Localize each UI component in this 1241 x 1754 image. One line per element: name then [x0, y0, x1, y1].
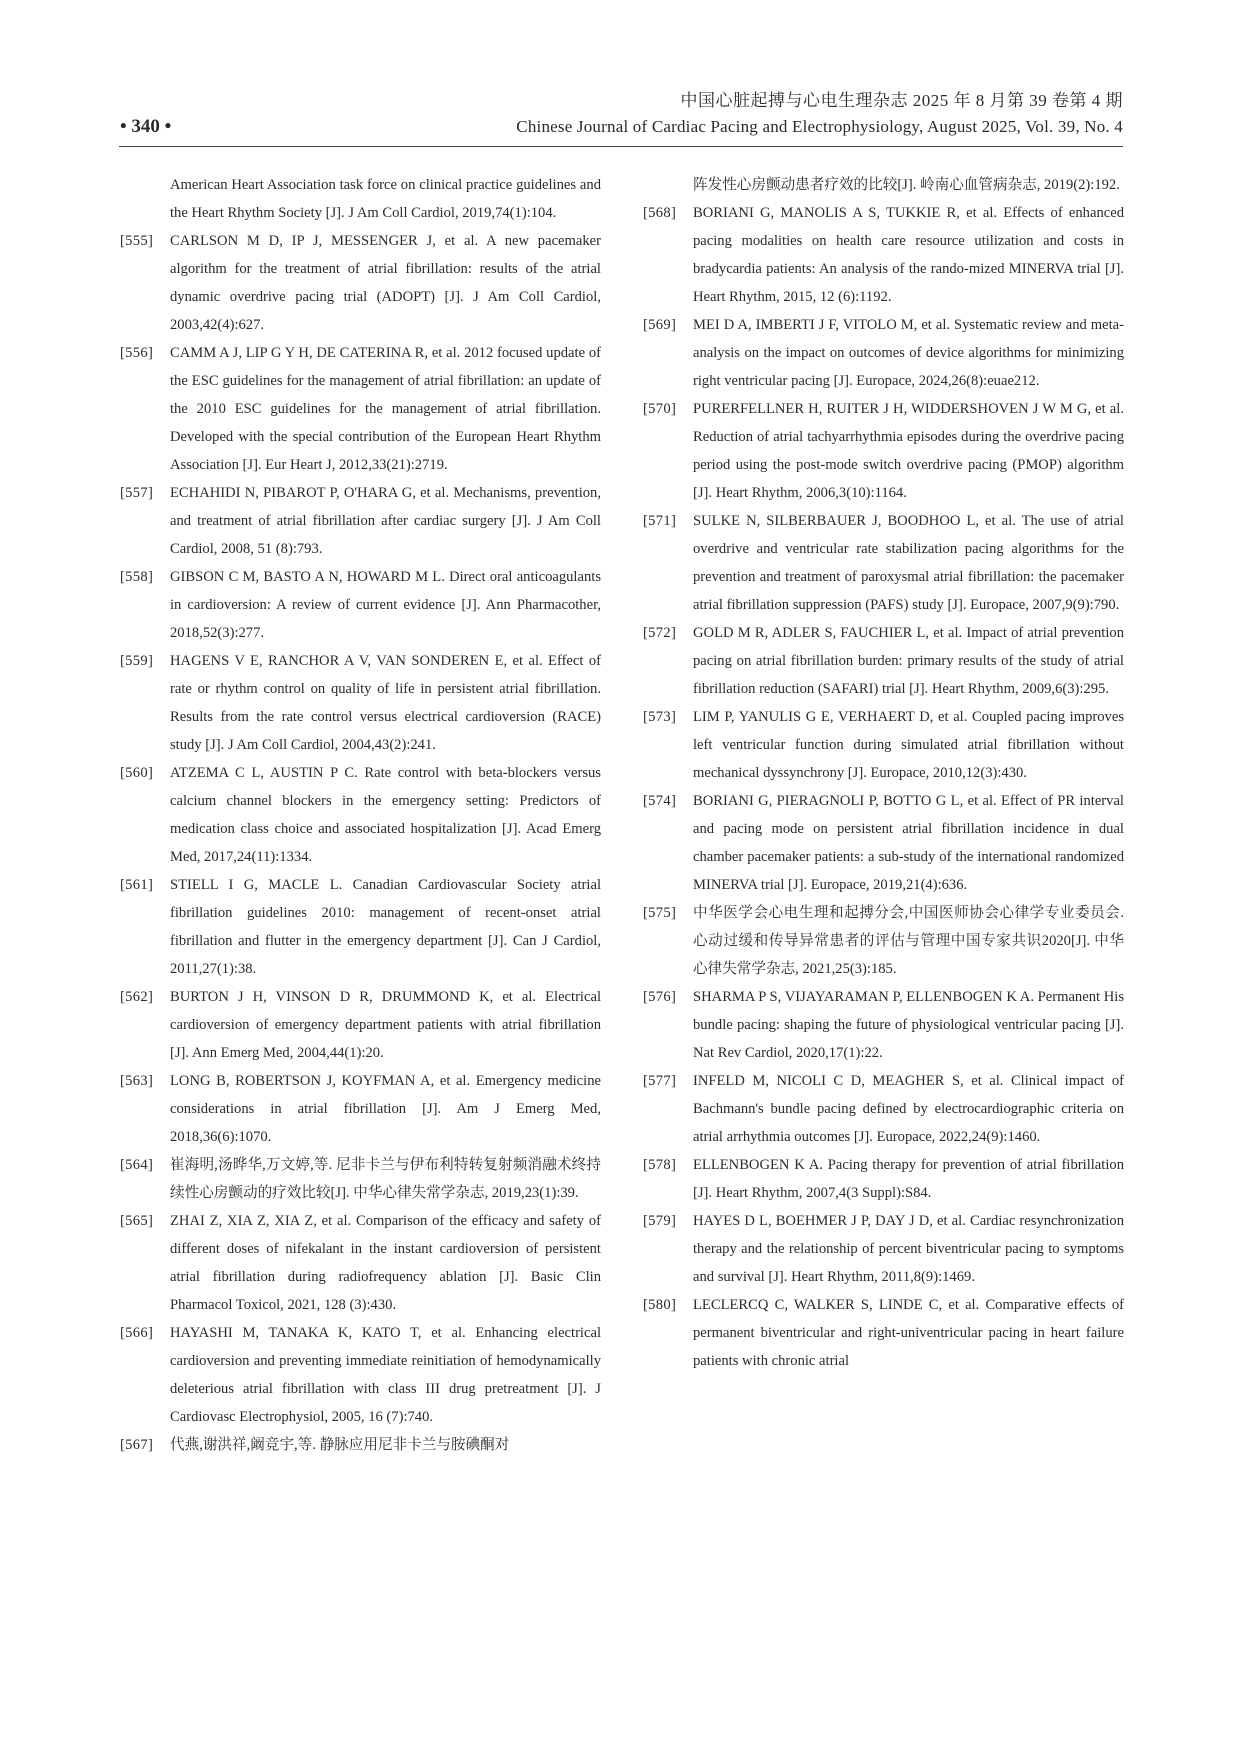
reference-entry — [643, 395, 1124, 507]
page-header — [0, 0, 1241, 150]
reference-number: [570] — [643, 401, 677, 417]
reference-number: [578] — [643, 1157, 677, 1173]
reference-number: [558] — [120, 569, 154, 585]
reference-number: [575] — [643, 905, 677, 921]
reference-number: [568] — [643, 205, 677, 221]
reference-text: CAMM A J, LIP G Y H, DE CATERINA R, et al. 2012 focused update of the ESC guidelines for the management of atrial fibrillation: an update of the 2010 ESC guidelines for the management of atrial fibrillation. Developed with the special contribution of the European Heart Rhythm Association [J]. Eur Heart J, 2012,33(21):2719. — [170, 345, 601, 473]
reference-number: [556] — [120, 345, 154, 361]
reference-text: HAYES D L, BOEHMER J P, DAY J D, et al. Cardiac resynchronization therapy and the relationship of percent biventricular pacing to symptoms and survival [J]. Heart Rhythm, 2011,8(9):1469. — [693, 1213, 1124, 1285]
reference-text: SHARMA P S, VIJAYARAMAN P, ELLENBOGEN K A. Permanent His bundle pacing: shaping the future of physiological ventricular pacing [J]. Nat Rev Cardiol, 2020,17(1):22. — [693, 989, 1124, 1061]
reference-entry — [643, 1291, 1124, 1375]
reference-text: ATZEMA C L, AUSTIN P C. Rate control with beta-blockers versus calcium channel blockers in the emergency setting: Predictors of medication class choice and associated hospitalization [J]. Acad Emerg Med, 2017,24(11):1334. — [170, 765, 601, 865]
reference-entry — [120, 479, 601, 563]
reference-number: [571] — [643, 513, 677, 529]
reference-text: MEI D A, IMBERTI J F, VITOLO M, et al. Systematic review and meta-analysis on the impact on outcomes of device algorithms for minimizing right ventricular pacing [J]. Europace, 2024,26(8):euae212. — [693, 317, 1124, 389]
reference-entry — [643, 507, 1124, 619]
reference-number: [559] — [120, 653, 154, 669]
reference-entry — [120, 1319, 601, 1431]
reference-text: HAGENS V E, RANCHOR A V, VAN SONDEREN E, et al. Effect of rate or rhythm control on quality of life in persistent atrial fibrillation. Results from the rate control versus electrical cardioversion (RACE) study [J]. J Am Coll Cardiol, 2004,43(2):241. — [170, 653, 601, 753]
reference-text: BORIANI G, MANOLIS A S, TUKKIE R, et al. Effects of enhanced pacing modalities on health care resource utilization and costs in bradycardia patients: An analysis of the rando-mized MINERVA trial [J]. Heart Rhythm, 2015, 12 (6):1192. — [693, 205, 1124, 305]
reference-entry — [120, 227, 601, 339]
reference-entry — [120, 759, 601, 871]
reference-entry — [120, 563, 601, 647]
reference-entry — [120, 171, 601, 227]
reference-text: BORIANI G, PIERAGNOLI P, BOTTO G L, et al. Effect of PR interval and pacing mode on persistent atrial fibrillation incidence in dual chamber pacemaker patients: a sub-study of the international randomized MINERVA trial [J]. Europace, 2019,21(4):636. — [693, 793, 1124, 893]
references-left-column — [120, 171, 601, 1459]
reference-number: [576] — [643, 989, 677, 1005]
reference-text: GIBSON C M, BASTO A N, HOWARD M L. Direct oral anticoagulants in cardioversion: A review of current evidence [J]. Ann Pharmacother, 2018,52(3):277. — [170, 569, 601, 641]
reference-number: [574] — [643, 793, 677, 809]
reference-number: [555] — [120, 233, 154, 249]
header-divider — [119, 146, 1123, 147]
reference-entry — [120, 647, 601, 759]
reference-entry — [643, 311, 1124, 395]
reference-text: LIM P, YANULIS G E, VERHAERT D, et al. Coupled pacing improves left ventricular function during simulated atrial fibrillation without mechanical dyssynchrony [J]. Europace, 2010,12(3):430. — [693, 709, 1124, 781]
reference-text: ECHAHIDI N, PIBAROT P, O'HARA G, et al. Mechanisms, prevention, and treatment of atrial fibrillation after cardiac surgery [J]. J Am Coll Cardiol, 2008, 51 (8):793. — [170, 485, 601, 557]
reference-number: [566] — [120, 1325, 154, 1341]
reference-entry — [643, 619, 1124, 703]
reference-text: PURERFELLNER H, RUITER J H, WIDDERSHOVEN J W M G, et al. Reduction of atrial tachyarrhythmia episodes during the overdrive pacing period using the post-mode switch overdrive pacing (PMOP) algorithm [J]. Heart Rhythm, 2006,3(10):1164. — [693, 401, 1124, 501]
reference-number: [577] — [643, 1073, 677, 1089]
reference-number: [557] — [120, 485, 154, 501]
reference-entry — [643, 199, 1124, 311]
reference-entry — [120, 983, 601, 1067]
reference-number: [565] — [120, 1213, 154, 1229]
reference-text: GOLD M R, ADLER S, FAUCHIER L, et al. Impact of atrial prevention pacing on atrial fibrillation burden: primary results of the study of atrial fibrillation reduction (SAFARI) trial [J]. Heart Rhythm, 2009,6(3):295. — [693, 625, 1124, 697]
reference-number: [563] — [120, 1073, 154, 1089]
reference-text: 中华医学会心电生理和起搏分会,中国医师协会心律学专业委员会. 心动过缓和传导异常患者的评估与管理中国专家共识2020[J]. 中华心律失常学杂志, 2021,25(3):185. — [693, 905, 1124, 977]
reference-number: [561] — [120, 877, 154, 893]
references-right-column — [643, 171, 1124, 1375]
reference-entry — [643, 1067, 1124, 1151]
reference-number: [569] — [643, 317, 677, 333]
reference-entry — [120, 1207, 601, 1319]
reference-number: [564] — [120, 1157, 154, 1173]
journal-title-chinese: 中国心脏起搏与心电生理杂志 2025 年 8 月第 39 卷第 4 期 — [680, 91, 1123, 110]
reference-entry — [120, 1067, 601, 1151]
reference-text: LONG B, ROBERTSON J, KOYFMAN A, et al. Emergency medicine considerations in atrial fibrillation [J]. Am J Emerg Med, 2018,36(6):1070. — [170, 1073, 601, 1145]
reference-number: [579] — [643, 1213, 677, 1229]
reference-entry — [643, 787, 1124, 899]
journal-title-english: Chinese Journal of Cardiac Pacing and Electrophysiology, August 2025, Vol. 39, No. 4 — [516, 117, 1123, 136]
reference-text: BURTON J H, VINSON D R, DRUMMOND K, et al. Electrical cardioversion of emergency department patients with atrial fibrillation [J]. Ann Emerg Med, 2004,44(1):20. — [170, 989, 601, 1061]
reference-entry — [120, 871, 601, 983]
reference-entry — [643, 899, 1124, 983]
reference-text: STIELL I G, MACLE L. Canadian Cardiovascular Society atrial fibrillation guidelines 2010: management of recent-onset atrial fibrillation and flutter in the emergency department [J]. Can J Cardiol, 2011,27(1):38. — [170, 877, 601, 977]
reference-text: INFELD M, NICOLI C D, MEAGHER S, et al. Clinical impact of Bachmann's bundle pacing defined by electrocardiographic criteria on atrial arrhythmia outcomes [J]. Europace, 2022,24(9):1460. — [693, 1073, 1124, 1145]
reference-entry — [120, 1151, 601, 1207]
reference-number: [580] — [643, 1297, 677, 1313]
reference-number: [567] — [120, 1437, 154, 1453]
reference-text: LECLERCQ C, WALKER S, LINDE C, et al. Comparative effects of permanent biventricular and right-univentricular pacing in heart failure patients with chronic atrial — [693, 1297, 1124, 1369]
reference-text: ELLENBOGEN K A. Pacing therapy for prevention of atrial fibrillation [J]. Heart Rhythm, 2007,4(3 Suppl):S84. — [693, 1157, 1124, 1201]
reference-entry — [120, 339, 601, 479]
reference-number: [560] — [120, 765, 154, 781]
reference-number: [573] — [643, 709, 677, 725]
reference-text: 阵发性心房颤动患者疗效的比较[J]. 岭南心血管病杂志, 2019(2):192. — [693, 177, 1120, 193]
reference-text: CARLSON M D, IP J, MESSENGER J, et al. A new pacemaker algorithm for the treatment of atrial fibrillation: results of the atrial dynamic overdrive pacing trial (ADOPT) [J]. J Am Coll Cardiol, 2003,42(4):627. — [170, 233, 601, 333]
reference-number: [562] — [120, 989, 154, 1005]
reference-entry — [643, 1151, 1124, 1207]
reference-text: HAYASHI M, TANAKA K, KATO T, et al. Enhancing electrical cardioversion and preventing immediate reinitiation of hemodynamically deleterious atrial fibrillation with class III drug pretreatment [J]. J Cardiovasc Electrophysiol, 2005, 16 (7):740. — [170, 1325, 601, 1425]
reference-text: ZHAI Z, XIA Z, XIA Z, et al. Comparison of the efficacy and safety of different doses of nifekalant in the instant cardioversion of persistent atrial fibrillation during radiofrequency ablation [J]. Basic Clin Pharmacol Toxicol, 2021, 128 (3):430. — [170, 1213, 601, 1313]
reference-text: 代燕,谢洪祥,阚竞宇,等. 静脉应用尼非卡兰与胺碘酮对 — [170, 1437, 510, 1453]
page-number: • 340 • — [120, 116, 172, 137]
reference-entry — [643, 983, 1124, 1067]
reference-entry — [643, 703, 1124, 787]
reference-entry — [120, 1431, 601, 1459]
reference-entry — [643, 171, 1124, 199]
reference-entry — [643, 1207, 1124, 1291]
reference-text: SULKE N, SILBERBAUER J, BOODHOO L, et al. The use of atrial overdrive and ventricular rate stabilization pacing algorithms for the prevention and treatment of paroxysmal atrial fibrillation: the pacemaker atrial fibrillation suppression (PAFS) study [J]. Europace, 2007,9(9):790. — [693, 513, 1124, 613]
reference-text: American Heart Association task force on clinical practice guidelines and the Heart Rhythm Society [J]. J Am Coll Cardiol, 2019,74(1):104. — [170, 177, 601, 221]
reference-text: 崔海明,汤晔华,万文婷,等. 尼非卡兰与伊布利特转复射频消融术终持续性心房颤动的疗效比较[J]. 中华心律失常学杂志, 2019,23(1):39. — [170, 1157, 601, 1201]
reference-number: [572] — [643, 625, 677, 641]
